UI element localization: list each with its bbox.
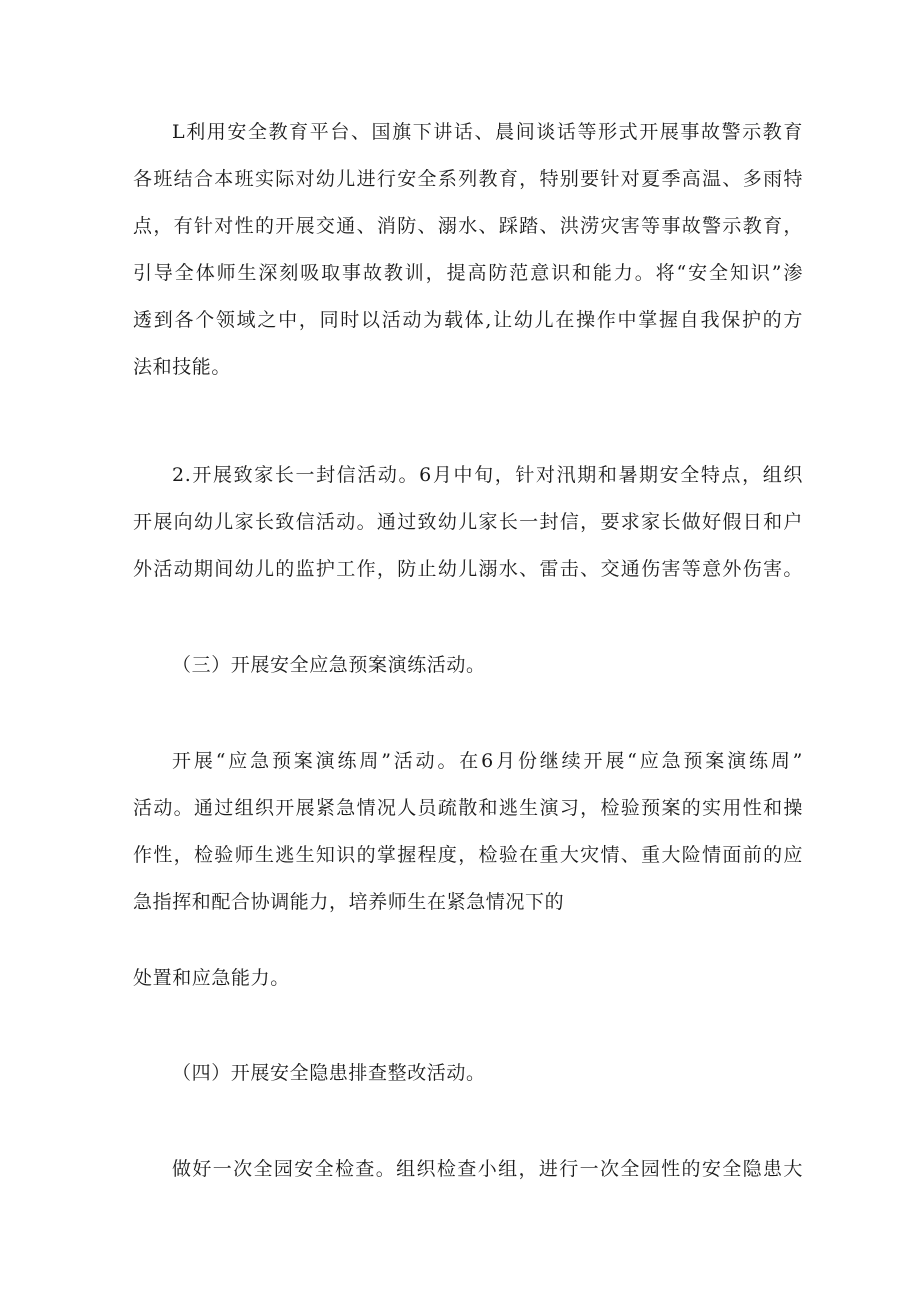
paragraph-continuation: 处置和应急能力。 — [133, 967, 290, 989]
section-heading-4: （四）开展安全隐患排查整改活动。 — [172, 1062, 486, 1084]
text-line: 作性，检验师生逃生知识的掌握程度，检验在重大灾情、重大险情面前的应 — [133, 844, 803, 866]
text-line: 开展“应急预案演练周”活动。在6月份继续开展“应急预案演练周” — [172, 750, 803, 772]
text-line: 法和技能。 — [133, 356, 232, 378]
paragraph-safety-inspection: 做好一次全园安全检查。组织检查小组，进行一次全园性的安全隐患大 — [172, 1158, 803, 1180]
text-line: 透到各个领域之中，同时以活动为载体,让幼儿在操作中掌握自我保护的方 — [133, 309, 803, 331]
text-line: 开展向幼儿家长致信活动。通过致幼儿家长一封信，要求家长做好假日和户 — [133, 511, 803, 533]
text-line: 引导全体师生深刻吸取事故教训，提高防范意识和能力。将“安全知识”渗 — [133, 262, 803, 284]
text-line: 急指挥和配合协调能力，培养师生在紧急情况下的 — [133, 891, 565, 913]
section-heading-3: （三）开展安全应急预案演练活动。 — [172, 654, 486, 676]
text-line: 外活动期间幼儿的监护工作，防止幼儿溺水、雷击、交通伤害等意外伤害。 — [133, 558, 803, 580]
text-line: 点，有针对性的开展交通、消防、溺水、踩踏、洪涝灾害等事故警示教育， — [133, 215, 803, 237]
text-line: L利用安全教育平台、国旗下讲话、晨间谈话等形式开展事故警示教育 — [172, 121, 803, 143]
text-line: 各班结合本班实际对幼儿进行安全系列教育，特别要针对夏季高温、多雨特 — [133, 168, 803, 190]
text-line: 2.开展致家长一封信活动。6月中旬，针对汛期和暑期安全特点，组织 — [172, 464, 803, 486]
text-line: 活动。通过组织开展紧急情况人员疏散和逃生演习，检验预案的实用性和操 — [133, 797, 803, 819]
